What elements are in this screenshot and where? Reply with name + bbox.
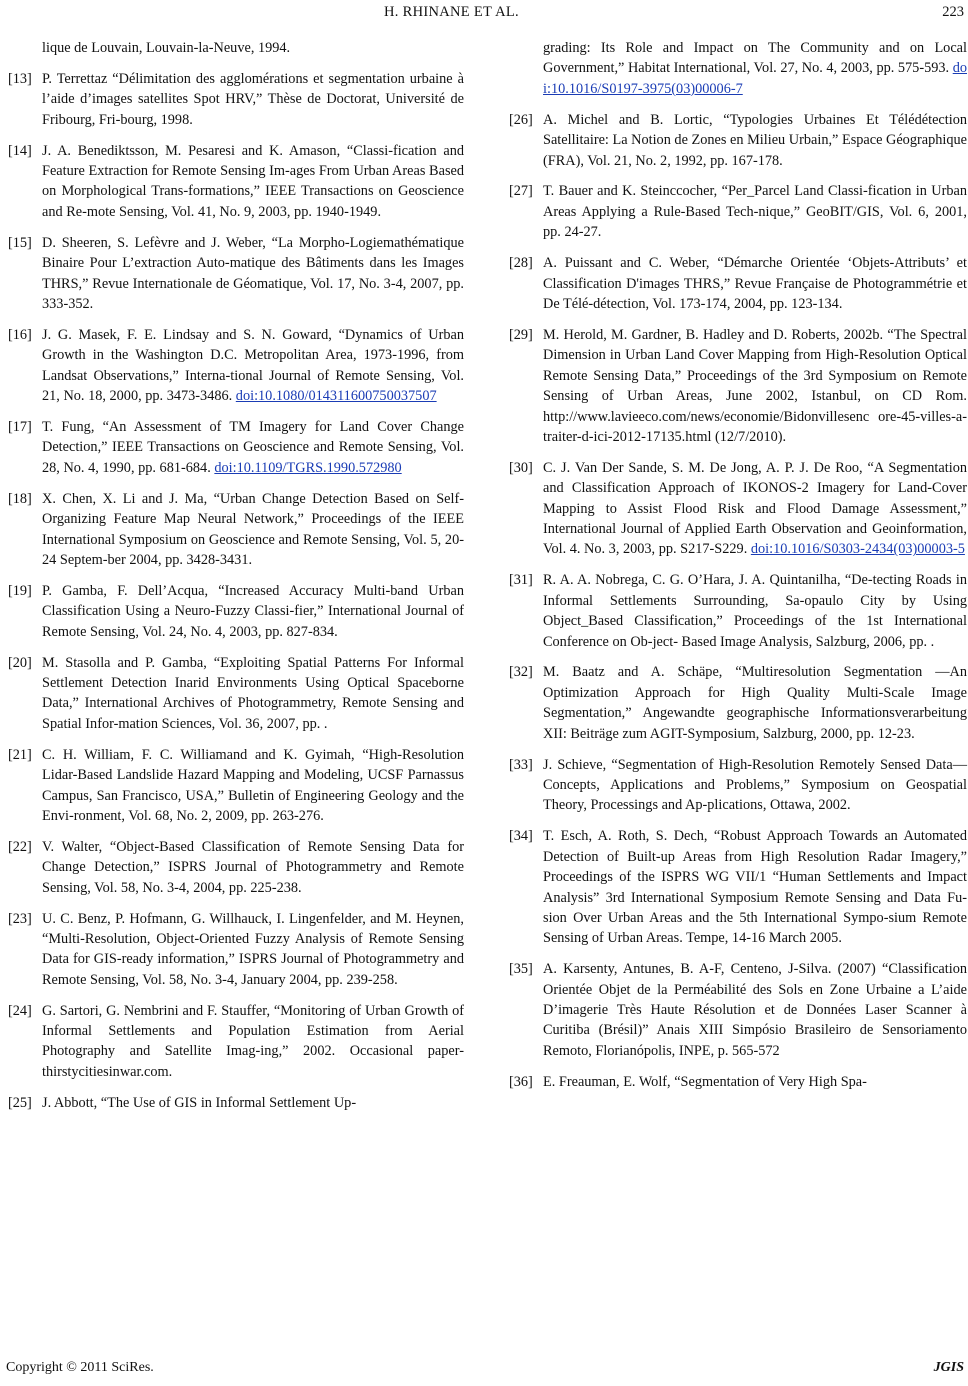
doi-link[interactable]: doi:10.1016/S0303-2434(03)00003-5 <box>750 541 965 558</box>
reference-text: X. Chen, X. Li and J. Ma, “Urban Change Detection Based on Self-Organizing Feature Map Neural Network,” Proceedings of the IEEE International Symposium on Geoscience and Remote Sensing, Vol. 5, 20-24 Septem-ber 2004, pp. 3428-3431. <box>42 490 464 568</box>
reference-number: [34] <box>509 828 533 845</box>
reference-entry <box>509 662 967 744</box>
doi-link[interactable]: doi:10.1080/014311600750037507 <box>235 388 437 405</box>
reference-text: grading: Its Role and Impact on The Community and on Local Government,” Habitat International, Vol. 27, No. 4, 2003, pp. 575-593. <box>543 40 967 77</box>
reference-entry <box>509 755 967 816</box>
journal-abbrev: JGIS <box>933 1360 964 1375</box>
reference-number: [22] <box>8 838 32 855</box>
reference-text: A. Michel and B. Lortic, “Typologies Urbaines Et Télédétection Satellitaire: La Notion de Zones en Milieu Urbain,” Espace Géographique (FRA), Vol. 21, No. 2, 1992, pp. 167-178. <box>543 111 967 169</box>
reference-entry <box>509 959 967 1061</box>
reference-entry <box>509 110 967 171</box>
reference-entry <box>8 745 464 827</box>
reference-number: [20] <box>8 654 32 671</box>
reference-number: [16] <box>8 326 32 343</box>
reference-entry <box>509 458 967 560</box>
reference-text: T. Bauer and K. Steinccocher, “Per_Parcel Land Classi-fication in Urban Areas Applying a Rule-Based Tech-nique,” GeoBIT/GIS, Vol. 6, 2001, pp. 24-27. <box>543 183 967 241</box>
reference-text: P. Gamba, F. Dell’Acqua, “Increased Accuracy Multi-band Urban Classification Using a Neuro-Fuzzy Classi-fier,” International Journal of Remote Sensing, Vol. 24, No. 4, 2003, pp. 827-834. <box>42 582 464 640</box>
reference-entry <box>8 233 464 315</box>
reference-number: [32] <box>509 664 533 681</box>
reference-entry <box>509 570 967 652</box>
reference-number: [35] <box>509 961 533 978</box>
reference-text: M. Stasolla and P. Gamba, “Exploiting Spatial Patterns For Informal Settlement Detection Inarid Environments Using Optical Spaceborne Data,” International Archives of Photogrammetry, Remote Sensing and Spatial Infor-mation Sciences, Vol. 36, 2007, pp. . <box>42 654 464 732</box>
reference-text: T. Esch, A. Roth, S. Dech, “Robust Approach Towards an Automated Detection of Built-up Areas from High Resolution Radar Imagery,” Proceedings of the ISPRS WG VII/1 “Human Settlements and Impact Analysis” 3rd International Symposium Remote Sensing and Data Fu-sion Over Urban Areas and the 5th International Sympo-sium Remote Sensing of Urban Areas. Tempe, 14-16 March 2005. <box>543 828 967 947</box>
reference-entry <box>8 38 464 58</box>
reference-number: [25] <box>8 1094 32 1111</box>
reference-entry <box>8 141 464 223</box>
doi-link[interactable]: doi:10.1016/S0197-3975(03)00006-7 <box>543 60 967 97</box>
reference-text: D. Sheeren, S. Lefèvre and J. Weber, “La Morpho-Logiemathématique Binaire Pour L’extraction Auto-matique des Bâtiments dans les Images THRS,” Revue Internationale de Géomatique, Vol. 17, No. 3-4, 2007, pp. 333-352. <box>42 234 464 312</box>
reference-number: [36] <box>509 1073 533 1090</box>
reference-number: [33] <box>509 756 533 773</box>
page-footer <box>0 1360 968 1380</box>
reference-text: J. A. Benediktsson, M. Pesaresi and K. Amason, “Classi-fication and Feature Extraction for Remote Sensing Im-ages From Urban Areas Based on Morphological Trans-formations,” IEEE Transactions on Geoscience and Re-mote Sensing, Vol. 41, No. 9, 2003, pp. 1940-1949. <box>42 142 464 220</box>
reference-entry <box>8 417 464 478</box>
reference-text: J. Abbott, “The Use of GIS in Informal Settlement Up- <box>42 1094 357 1111</box>
reference-number: [23] <box>8 910 32 927</box>
reference-entry <box>8 1093 464 1113</box>
reference-entry <box>8 325 464 407</box>
reference-text: C. H. William, F. C. Williamand and K. Gyimah, “High-Resolution Lidar-Based Landslide Hazard Mapping and Modeling, UCSF Parnassus Campus, San Francisco, USA,” Bulletin of Engineering Geology and the Envi-ronment, Vol. 68, No. 2, 2009, pp. 263-276. <box>42 746 464 824</box>
running-title: H. RHINANE ET AL. <box>384 4 519 20</box>
reference-number: [18] <box>8 490 32 507</box>
reference-text: C. J. Van Der Sande, S. M. De Jong, A. P. J. De Roo, “A Segmentation and Classification Approach of IKONOS-2 Imagery for Land-Cover Mapping to Assist Flood Risk and Flood Damage Assessment,” International Journal of Applied Earth Observation and Geoinformation, Vol. 4. No. 3, 2003, pp. S217-S229. <box>543 459 967 558</box>
reference-text: J. G. Masek, F. E. Lindsay and S. N. Goward, “Dynamics of Urban Growth in the Washington D.C. Metropolitan Area, 1973-1996, from Landsat Observations,” Interna-tional Journal of Remote Sensing, Vol. 21, No. 18, 2000, pp. 3473-3486. <box>42 326 464 405</box>
reference-entry <box>509 1072 967 1092</box>
reference-entry <box>509 181 967 242</box>
reference-number: [24] <box>8 1002 32 1019</box>
doi-link[interactable]: doi:10.1109/TGRS.1990.572980 <box>214 459 402 476</box>
left-column <box>8 38 464 1124</box>
reference-text: E. Freauman, E. Wolf, “Segmentation of Very High Spa- <box>543 1073 867 1090</box>
reference-entry <box>8 837 464 898</box>
reference-number: [27] <box>509 183 533 200</box>
reference-text: V. Walter, “Object-Based Classification of Remote Sensing Data for Change Detection,” ISPRS Journal of Photogrammetry and Remote Sensing, Vol. 58, No. 3-4, 2004, pp. 225-238. <box>42 838 464 896</box>
reference-entry <box>8 69 464 130</box>
reference-text: R. A. A. Nobrega, C. G. O’Hara, J. A. Quintanilha, “De-tecting Roads in Informal Settlements Surrounding, Sa-opaulo City by Using Object_Based Classification,” Proceedings of the 1st International Conference on Ob-ject- Based Image Analysis, Salzburg, 2006, pp. . <box>543 572 967 650</box>
page-header <box>0 4 968 26</box>
reference-text: M. Herold, M. Gardner, B. Hadley and D. Roberts, 2002b. “The Spectral Dimension in Urban Land Cover Mapping from High-Resolution Optical Remote Sensing Data,” Proceedings of the 3rd Symposium on Remote Sensing of Urban Areas, June 2002, Istanbul, on CD Rom. http://www.lavieeco.com/news/economie/Bidonvillesenc ore-45-villes-a-traiter-d-ici-2012-17135.html (12/7/2010). <box>543 326 967 445</box>
reference-entry <box>8 489 464 571</box>
reference-text: G. Sartori, G. Nembrini and F. Stauffer, “Monitoring of Urban Growth of Informal Settlements and Population Estimation from Aerial Photography and Satellite Imag-ing,” 2002. Occasional paper-thirstycitiesinwar.com. <box>42 1002 464 1080</box>
reference-number: [29] <box>509 326 533 343</box>
reference-entry <box>8 653 464 735</box>
reference-text: U. C. Benz, P. Hofmann, G. Willhauck, I. Lingenfelder, and M. Heynen, “Multi-Resolution, Object-Oriented Fuzzy Analysis of Remote Sensing Data for GIS-ready information,” ISPRS Journal of Photogrammetry and Remote Sensing, Vol. 58, No. 3-4, January 2004, pp. 239-258. <box>42 910 464 988</box>
reference-number: [26] <box>509 111 533 128</box>
reference-entry <box>8 909 464 991</box>
page-number: 223 <box>942 4 964 20</box>
reference-text: lique de Louvain, Louvain-la-Neuve, 1994. <box>42 40 291 56</box>
reference-entry <box>509 325 967 447</box>
reference-entry <box>8 1001 464 1083</box>
copyright-notice: Copyright © 2011 SciRes. <box>6 1360 154 1375</box>
reference-number: [21] <box>8 746 32 763</box>
reference-entry <box>509 38 967 99</box>
reference-number: [30] <box>509 459 533 476</box>
reference-text: M. Baatz and A. Schäpe, “Multiresolution Segmentation —An Optimization Approach for High Quality Multi-Scale Image Segmentation,” Angewandte geographische Informationsverarbeitung XII: Beiträge zum AGIT-Symposium, Salzburg, 2000, pp. 12-23. <box>543 664 967 742</box>
reference-entry <box>509 253 967 314</box>
reference-entry <box>8 581 464 642</box>
reference-number: [31] <box>509 572 533 589</box>
reference-text: P. Terrettaz “Délimitation des agglomérations et segmentation urbaine à l’aide d’images satellites Spot HRV,” Thèse de Doctorat, Université de Fribourg, Fri-bourg, 1998. <box>42 70 464 128</box>
reference-entry <box>509 826 967 948</box>
reference-text: A. Puissant and C. Weber, “Démarche Orientée ‘Objets-Attributs’ et Classification D'images THRS,” Revue Française de Photogrammétrie et De Télé-détection, Vol. 173-174, 2004, pp. 123-134. <box>543 255 967 312</box>
reference-number: [15] <box>8 234 32 251</box>
reference-number: [19] <box>8 582 32 599</box>
reference-number: [14] <box>8 142 32 159</box>
reference-text: J. Schieve, “Segmentation of High-Resolution Remotely Sensed Data—Concepts, Applications and Problems,” Symposium on Geospatial Theory, Processings and Ap-plications, Ottawa, 2002. <box>543 756 967 814</box>
reference-text: T. Fung, “An Assessment of TM Imagery for Land Cover Change Detection,” IEEE Transactions on Geoscience and Remote Sensing, Vol. 28, No. 4, 1990, pp. 681-684. <box>42 419 464 476</box>
reference-number: [17] <box>8 419 32 435</box>
reference-number: [13] <box>8 70 32 87</box>
reference-text: A. Karsenty, Antunes, B. A-F, Centeno, J-Silva. (2007) “Classification Orientée Objet de la Perméabilité des Sols en Zone Urbaine a L’aide D’imagerie Très Haute Résolution et de Données Laser Scanner à Curitiba (Brésil)” Anais XIII Simpósio Brasileiro de Sensoriamento Remoto, Florianópolis, INPE, p. 565-572 <box>543 961 967 1059</box>
reference-number: [28] <box>509 255 533 272</box>
right-column <box>509 38 967 1103</box>
